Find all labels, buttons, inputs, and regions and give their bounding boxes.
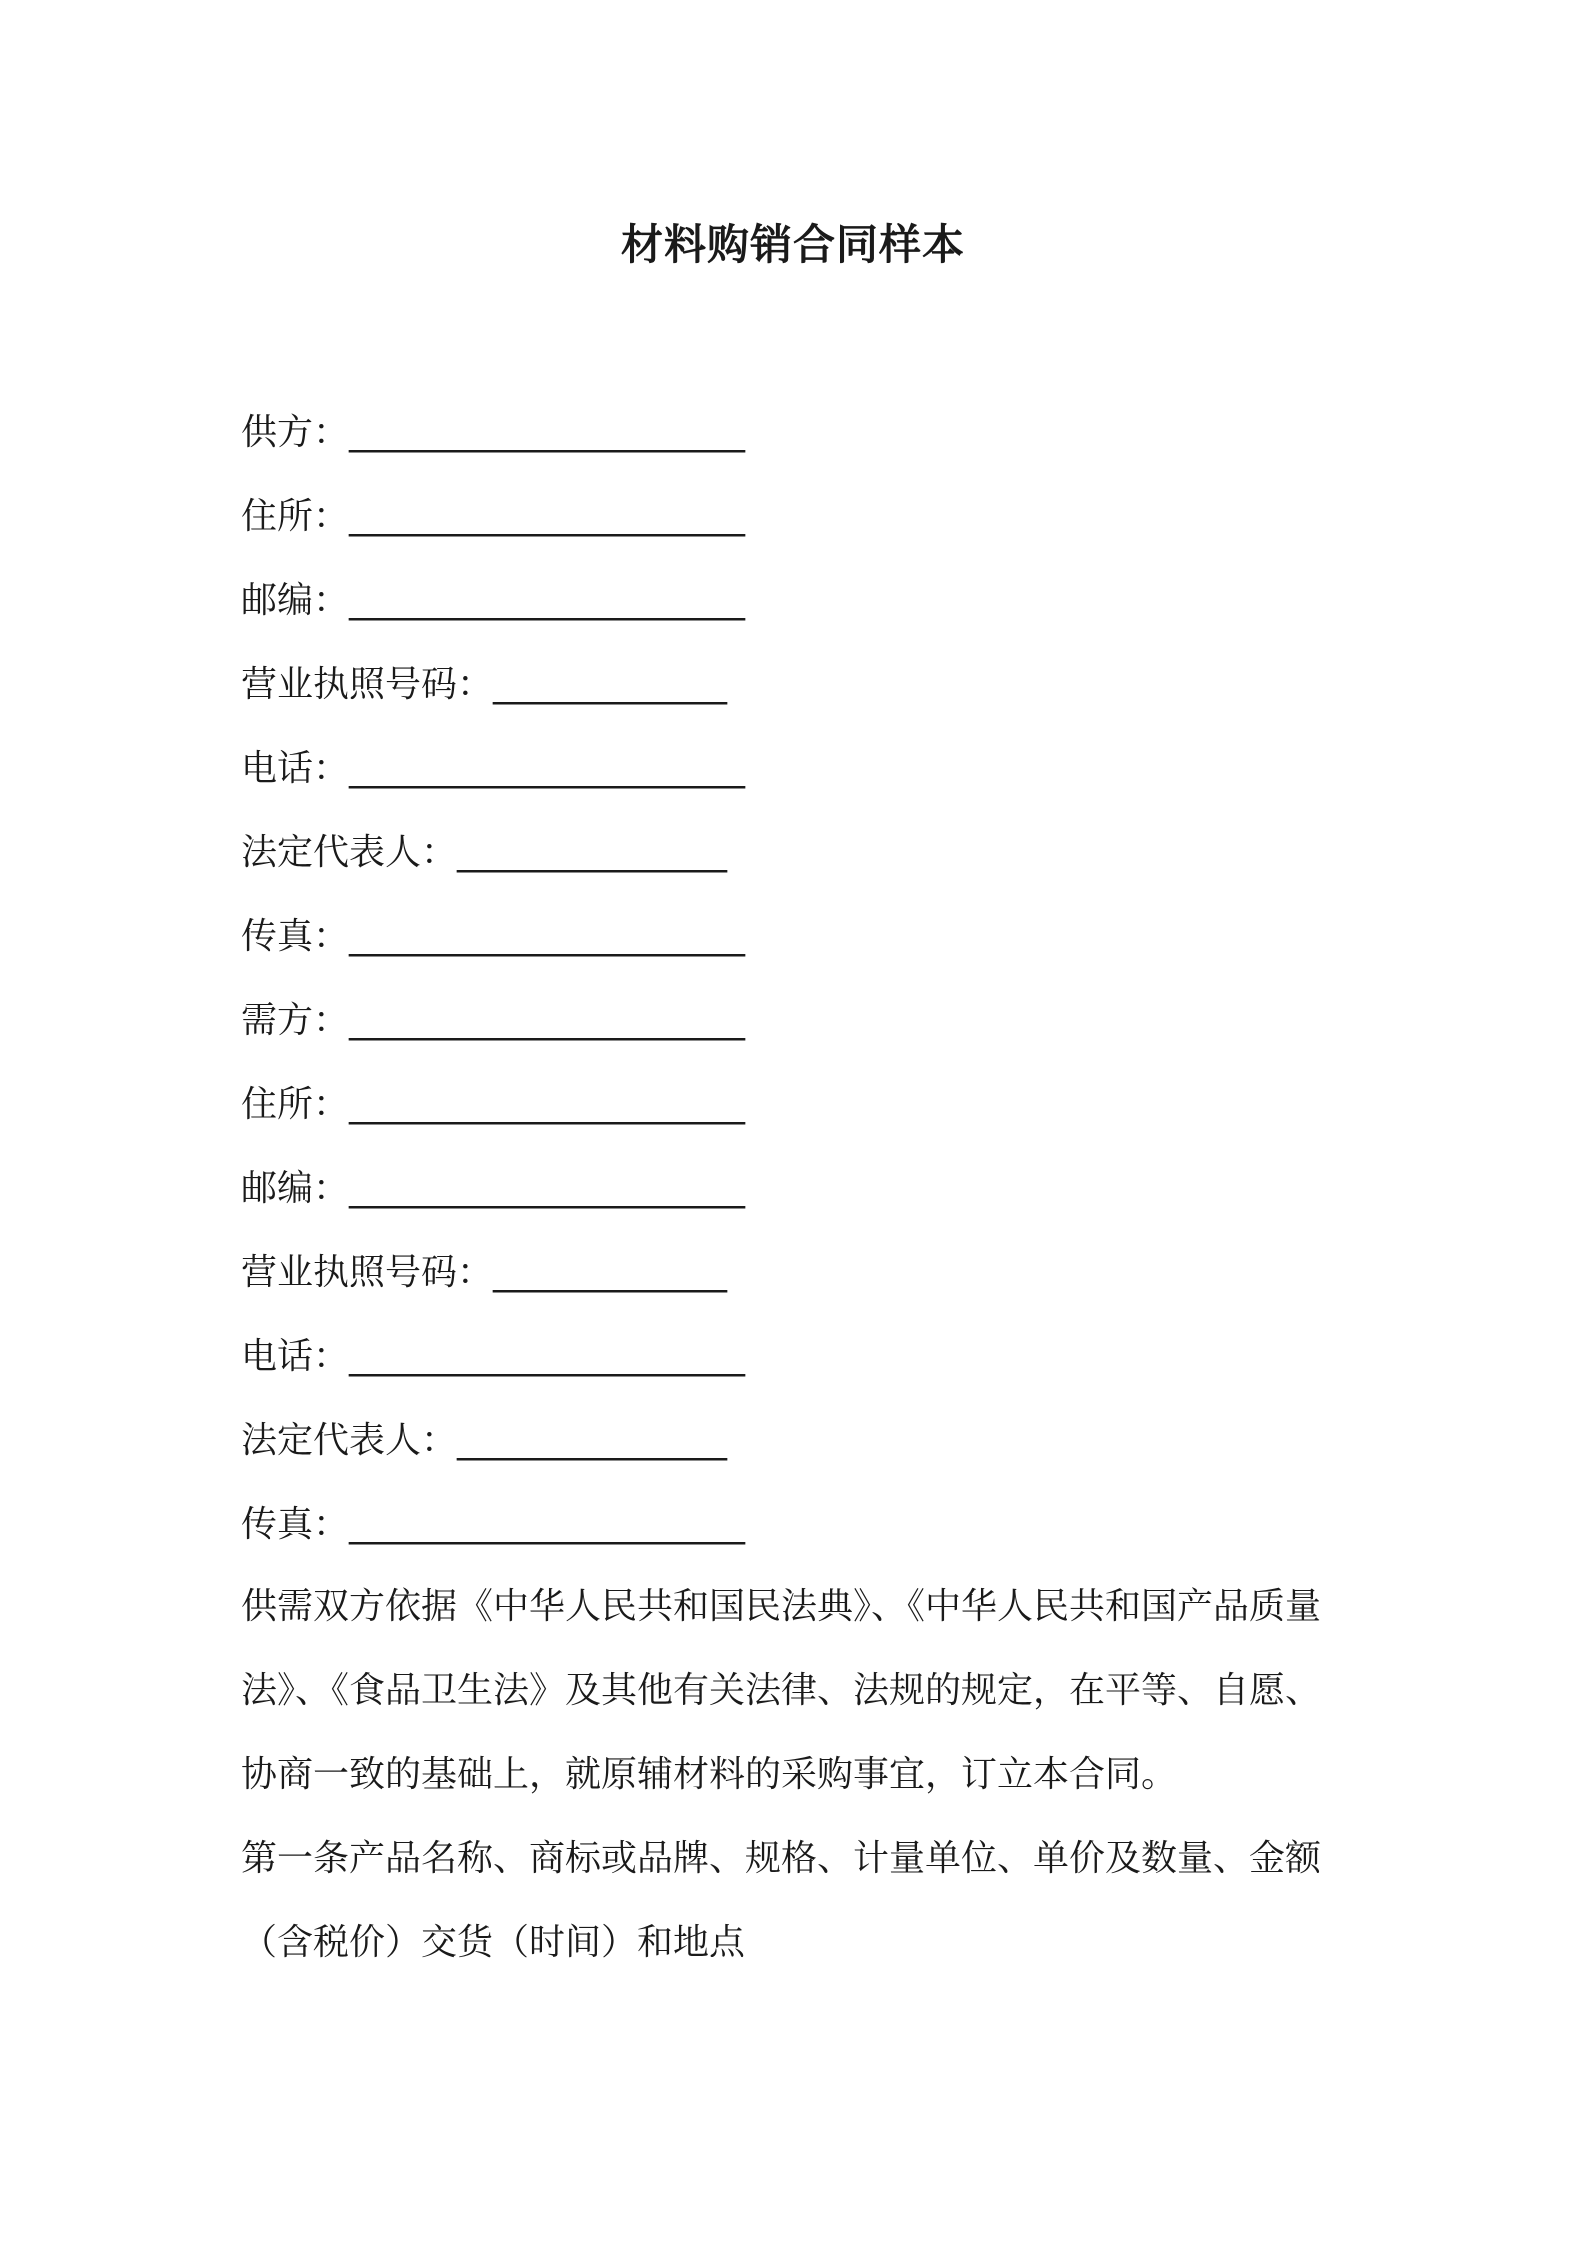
field-buyer-address xyxy=(241,1080,1391,1164)
field-label: 传真： xyxy=(241,1504,350,1545)
field-buyer-license xyxy=(241,1248,1391,1332)
party-info-fields xyxy=(241,408,1391,1584)
field-buyer-legal-rep xyxy=(241,1416,1391,1500)
field-supplier-postcode xyxy=(241,576,1391,660)
field-blank-line: ______________________ xyxy=(349,412,746,453)
field-blank-line: ______________________ xyxy=(349,580,746,621)
field-label: 住所： xyxy=(241,496,350,537)
contract-body xyxy=(241,1582,1356,2002)
text-line: 法》、《食品卫生法》及其他有关法律、法规的规定，在平等、自愿、 xyxy=(241,1670,1322,1711)
field-label: 电话： xyxy=(241,1336,350,1377)
field-label: 电话： xyxy=(241,748,350,789)
field-label: 法定代表人： xyxy=(241,1420,458,1461)
field-buyer xyxy=(241,996,1391,1080)
preamble-paragraph xyxy=(241,1582,1356,1834)
field-label: 营业执照号码： xyxy=(241,1252,494,1293)
field-supplier-legal-rep xyxy=(241,828,1391,912)
text-line: 第一条产品名称、商标或品牌、规格、计量单位、单价及数量、金额 xyxy=(241,1838,1322,1879)
field-buyer-fax xyxy=(241,1500,1391,1584)
field-supplier-address xyxy=(241,492,1391,576)
field-blank-line: _______________ xyxy=(457,1420,728,1461)
field-supplier xyxy=(241,408,1391,492)
field-supplier-fax xyxy=(241,912,1391,996)
field-label: 供方： xyxy=(241,412,350,453)
field-label: 需方： xyxy=(241,1000,350,1041)
field-label: 邮编： xyxy=(241,580,350,621)
field-label: 营业执照号码： xyxy=(241,664,494,705)
field-blank-line: ______________________ xyxy=(349,496,746,537)
text-line: 协商一致的基础上，就原辅材料的采购事宜，订立本合同。 xyxy=(241,1754,1178,1795)
field-blank-line: _______________ xyxy=(457,832,728,873)
text-line: 供需双方依据《中华人民共和国民法典》、《中华人民共和国产品质量 xyxy=(241,1586,1322,1627)
field-supplier-phone xyxy=(241,744,1391,828)
field-label: 邮编： xyxy=(241,1168,350,1209)
field-blank-line: ______________________ xyxy=(349,916,746,957)
field-blank-line: ______________________ xyxy=(349,1168,746,1209)
field-blank-line: ______________________ xyxy=(349,748,746,789)
field-blank-line: ______________________ xyxy=(349,1504,746,1545)
field-blank-line: ______________________ xyxy=(349,1336,746,1377)
field-label: 传真： xyxy=(241,916,350,957)
article-one-heading xyxy=(241,1834,1356,2002)
text-line: （含税价）交货（时间）和地点 xyxy=(241,1922,746,1963)
field-blank-line: _____________ xyxy=(493,664,728,705)
field-blank-line: ______________________ xyxy=(349,1084,746,1125)
field-buyer-phone xyxy=(241,1332,1391,1416)
field-buyer-postcode xyxy=(241,1164,1391,1248)
document-title: 材料购销合同样本 xyxy=(620,220,965,269)
field-label: 法定代表人： xyxy=(241,832,458,873)
field-blank-line: _____________ xyxy=(493,1252,728,1293)
field-supplier-license xyxy=(241,660,1391,744)
field-blank-line: ______________________ xyxy=(349,1000,746,1041)
field-label: 住所： xyxy=(241,1084,350,1125)
